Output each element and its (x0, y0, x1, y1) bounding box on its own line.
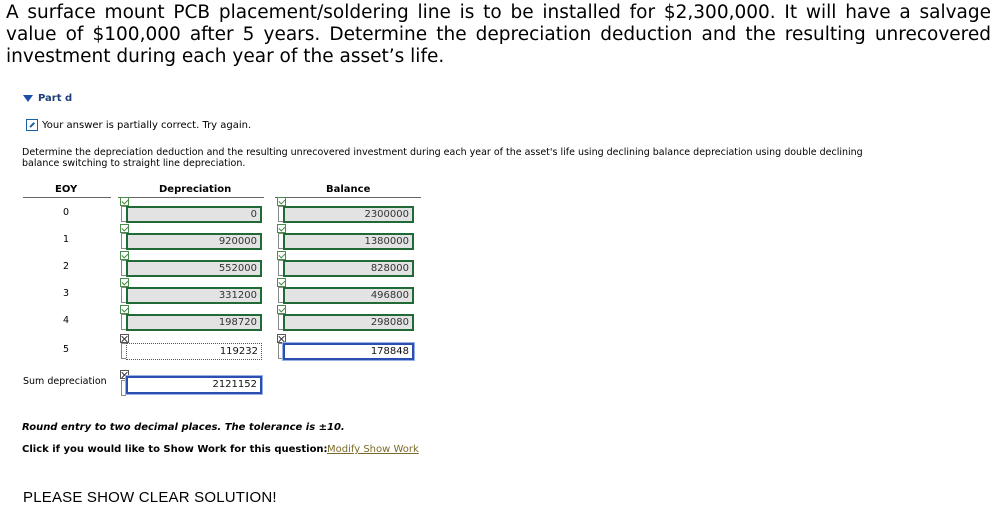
correct-check-icon (277, 197, 286, 206)
balance-input[interactable]: 2300000 (283, 206, 414, 223)
correct-check-icon (277, 278, 286, 287)
incorrect-icon (277, 334, 286, 343)
instructions: Determine the depreciation deduction and the resulting unrecovered investment during each year of the asset's life using declining balance depreciation using double declining balance switching to straight line depreciation. (22, 147, 863, 169)
incorrect-icon (120, 334, 129, 343)
modify-show-work-link[interactable]: Modify Show Work (327, 444, 419, 455)
question-text: A surface mount PCB placement/soldering line is to be installed for $2,300,000. It will have a salvage value of $100,000 after 5 years. Determine the depreciation deduction and the resulting unrecovered investment during each year of the asset’s life. (6, 2, 991, 67)
eoy-label: 5 (63, 344, 70, 355)
depreciation-input[interactable]: 119232 (126, 343, 262, 360)
eoy-label: 2 (63, 261, 70, 272)
part-d-toggle[interactable] (23, 93, 72, 104)
round-note: Round entry to two decimal places. The tolerance is ±10. (22, 422, 345, 433)
depreciation-input[interactable]: 0 (126, 206, 262, 223)
sum-depreciation-input[interactable]: 2121152 (126, 376, 262, 394)
pencil-icon (26, 119, 38, 131)
header-rule-depreciation (118, 197, 264, 198)
depreciation-input[interactable]: 198720 (126, 314, 262, 331)
header-balance: Balance (326, 184, 371, 195)
correct-check-icon (277, 251, 286, 260)
eoy-label: 1 (63, 234, 70, 245)
correct-check-icon (120, 224, 129, 233)
header-rule-eoy (23, 197, 111, 198)
correct-check-icon (120, 278, 129, 287)
status-text: Your answer is partially correct. Try again. (42, 119, 252, 131)
balance-input[interactable]: 828000 (283, 260, 414, 277)
sum-label: Sum depreciation (23, 376, 107, 387)
show-work-prompt: Click if you would like to Show Work for this question: (22, 444, 328, 455)
depreciation-input[interactable]: 331200 (126, 287, 262, 304)
depreciation-input[interactable]: 552000 (126, 260, 262, 277)
header-rule-balance (275, 197, 421, 198)
header-depreciation: Depreciation (159, 184, 232, 195)
correct-check-icon (120, 197, 129, 206)
eoy-label: 4 (63, 315, 70, 326)
footer-note: PLEASE SHOW CLEAR SOLUTION! (23, 489, 277, 506)
status-message (26, 119, 251, 131)
header-eoy: EOY (55, 184, 78, 195)
balance-input[interactable]: 298080 (283, 314, 414, 331)
depreciation-input[interactable]: 920000 (126, 233, 262, 250)
chevron-down-icon (23, 95, 33, 102)
balance-input[interactable]: 496800 (283, 287, 414, 304)
part-label: Part d (38, 93, 73, 104)
balance-input[interactable]: 1380000 (283, 233, 414, 250)
eoy-label: 3 (63, 288, 70, 299)
eoy-label: 0 (63, 207, 70, 218)
correct-check-icon (120, 305, 129, 314)
correct-check-icon (277, 224, 286, 233)
correct-check-icon (277, 305, 286, 314)
correct-check-icon (120, 251, 129, 260)
balance-input[interactable]: 178848 (283, 343, 414, 360)
